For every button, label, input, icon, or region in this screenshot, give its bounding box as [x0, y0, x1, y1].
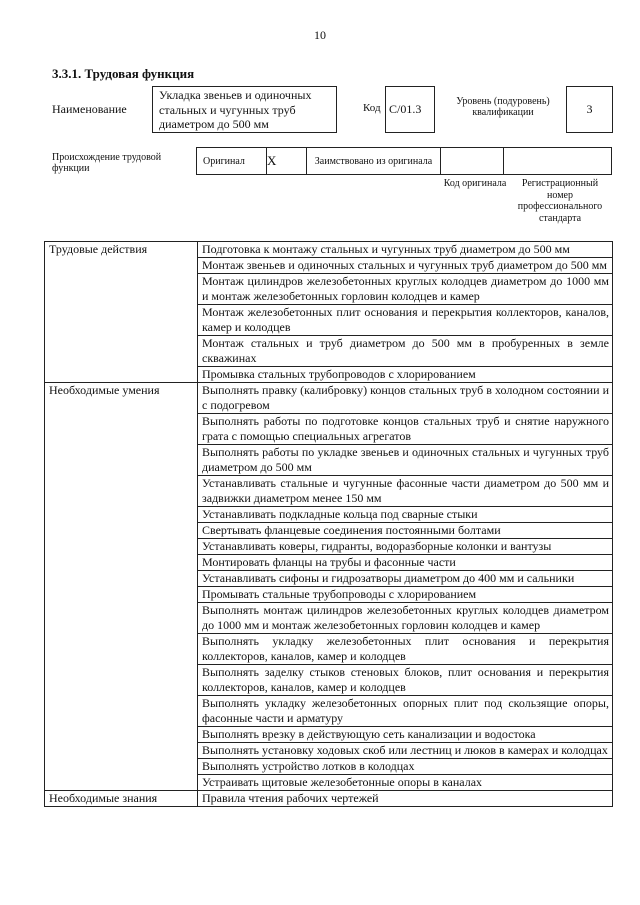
section-item: Выполнять работы по укладке звеньев и одиночных стальных и чугунных труб диаметром до 500 мм [198, 445, 613, 476]
original-mark: X [267, 148, 307, 174]
code-caption: Код оригинала [443, 178, 507, 189]
section-item: Правила чтения рабочих чертежей [198, 791, 613, 807]
section-item: Устанавливать подкладные кольца под сварные стыки [198, 507, 613, 523]
name-value: Укладка звеньев и одиночных стальных и чугунных труб диаметром до 500 мм [152, 86, 337, 133]
table-row [45, 242, 613, 258]
section-item: Выполнять правку (калибровку) концов стальных труб в холодном состоянии и с подогревом [198, 383, 613, 414]
section-item: Монтаж железобетонных плит основания и перекрытия коллекторов, каналов, камер и колодцев [198, 305, 613, 336]
origin-label: Происхождение трудовой функции [52, 152, 162, 174]
original-label: Оригинал [197, 148, 267, 174]
level-label: Уровень (подуровень) квалификации [456, 96, 550, 118]
borrowed-label: Заимствовано из оригинала [307, 148, 441, 174]
section-item: Устраивать щитовые железобетонные опоры в каналах [198, 775, 613, 791]
section-item: Выполнять заделку стыков стеновых блоков, плит основания и перекрытия коллекторов, каналов, камер и колодцев [198, 665, 613, 696]
original-code-cell [441, 148, 504, 174]
section-heading: Необходимые умения [45, 383, 198, 791]
labor-function-table [44, 241, 613, 807]
section-item: Монтаж цилиндров железобетонных круглых колодцев диаметром до 1000 мм и монтаж железобетонных горловин колодцев и камер [198, 274, 613, 305]
name-label: Наименование [52, 102, 127, 116]
section-item: Устанавливать стальные и чугунные фасонные части диаметром до 500 мм и задвижки диаметром менее 150 мм [198, 476, 613, 507]
section-item: Промывать стальные трубопроводы с хлорированием [198, 587, 613, 603]
section-item: Промывка стальных трубопроводов с хлорированием [198, 367, 613, 383]
code-value: С/01.3 [385, 86, 435, 133]
section-item: Монтаж звеньев и одиночных стальных и чугунных труб диаметром до 500 мм [198, 258, 613, 274]
section-item: Выполнять монтаж цилиндров железобетонных круглых колодцев диаметром до 1000 мм и монтаж железобетонных горловин колодцев и камер [198, 603, 613, 634]
level-value: 3 [566, 86, 613, 133]
section-item: Монтировать фланцы на трубы и фасонные части [198, 555, 613, 571]
section-item: Выполнять врезку в действующую сеть канализации и водостока [198, 727, 613, 743]
section-title: 3.3.1. Трудовая функция [52, 66, 195, 81]
page-number: 10 [314, 28, 326, 42]
reg-caption: Регистрационный номер профессионального стандарта [517, 178, 603, 224]
section-item: Выполнять установку ходовых скоб или лестниц и люков в камерах и колодцах [198, 743, 613, 759]
section-item: Устанавливать коверы, гидранты, водоразборные колонки и вантузы [198, 539, 613, 555]
section-heading: Трудовые действия [45, 242, 198, 383]
section-item: Устанавливать сифоны и гидрозатворы диаметром до 400 мм и сальники [198, 571, 613, 587]
section-item: Свертывать фланцевые соединения постоянными болтами [198, 523, 613, 539]
reg-number-cell [504, 148, 611, 174]
section-heading: Необходимые знания [45, 791, 198, 807]
code-label: Код [363, 102, 381, 114]
section-item: Выполнять работы по подготовке концов стальных труб и снятие наружного грата с помощью специальных агрегатов [198, 414, 613, 445]
table-row [45, 791, 613, 807]
origin-table [196, 147, 612, 175]
section-item: Выполнять укладку железобетонных опорных плит под скользящие опоры, фасонные части и арматуру [198, 696, 613, 727]
section-item: Выполнять укладку железобетонных плит основания и перекрытия коллекторов, каналов, камер и колодцев [198, 634, 613, 665]
section-item: Монтаж стальных и труб диаметром до 500 мм в пробуренных в земле скважинах [198, 336, 613, 367]
section-item: Подготовка к монтажу стальных и чугунных труб диаметром до 500 мм [198, 242, 613, 258]
section-item: Выполнять устройство лотков в колодцах [198, 759, 613, 775]
table-row [45, 383, 613, 414]
